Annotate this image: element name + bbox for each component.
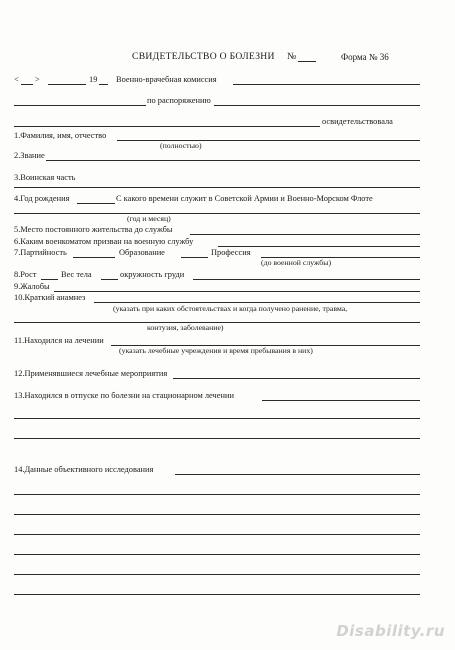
field-14-line-6 [14, 574, 420, 575]
field-11-label: 11.Находился на лечении [14, 336, 104, 345]
field-14-line-5 [14, 554, 420, 555]
number-sign: № [287, 51, 297, 62]
field-8-label: 8.Рост [14, 270, 37, 279]
field-12-label: 12.Применявшиеся лечебные мероприятия [14, 369, 168, 378]
field-10-label: 10.Краткий анамнез [14, 293, 86, 302]
field-8-chest-line [193, 279, 420, 280]
field-4-line [14, 213, 420, 214]
field-12-line [173, 378, 420, 379]
field-14-label: 14.Данные объективного исследования [14, 465, 154, 474]
watermark: Disability.ru [336, 622, 445, 640]
certified-label: освидетельствовала [322, 117, 393, 126]
field-9-label: 9.Жалобы [14, 282, 50, 291]
field-14-line [175, 474, 420, 475]
field-14-line-7 [14, 594, 420, 595]
field-7-label: 7.Партийность [14, 248, 67, 257]
commission-line [233, 84, 420, 85]
date-open: < [14, 75, 19, 84]
field-11-hint: (указать лечебные учреждения и время пребывания в них) [119, 346, 313, 355]
number-line [298, 61, 316, 62]
field-2-label: 2.Звание [14, 151, 45, 160]
order-line-right [214, 105, 420, 106]
order-line-left [14, 105, 146, 106]
field-3-line [14, 187, 420, 188]
field-8-weight-label: Вес тела [61, 270, 92, 279]
document-title: СВИДЕТЕЛЬСТВО О БОЛЕЗНИ [132, 51, 275, 62]
field-7-education-label: Образование [119, 248, 165, 257]
field-5-label: 5.Место постоянного жительства до службы [14, 225, 173, 234]
field-6-line [218, 246, 420, 247]
field-4-year-line [77, 203, 115, 204]
date-close: > [35, 75, 40, 84]
certified-line [14, 126, 320, 127]
field-13-line-2 [14, 418, 420, 419]
field-10-hint-2: контузия, заболевание) [147, 323, 224, 332]
field-7-education-line [181, 257, 208, 258]
field-2-line [46, 160, 420, 161]
field-8-height-line [41, 279, 58, 280]
field-7-party-line [73, 257, 115, 258]
by-order-label: по распоряжению [147, 96, 211, 105]
field-4-label: 4.Год рождения [14, 194, 70, 203]
field-13-line-3 [14, 438, 420, 439]
commission-label: Военно-врачебная комиссия [116, 75, 217, 84]
field-8-chest-label: окружность груди [120, 270, 185, 279]
field-6-label: 6.Каким военкоматом призван на военную службу [14, 237, 194, 246]
field-4-hint: (год и месяц) [127, 214, 171, 223]
field-13-line [262, 400, 420, 401]
field-14-line-4 [14, 534, 420, 535]
field-3-label: 3.Воинская часть [14, 173, 76, 182]
year-line [99, 84, 108, 85]
field-1-label: 1.Фамилия, имя, отчество [14, 131, 107, 140]
day-line [21, 84, 33, 85]
year-prefix: 19 [89, 75, 98, 84]
field-1-hint: (полностью) [160, 141, 202, 150]
field-9-line [54, 291, 420, 292]
field-10-line [94, 302, 420, 303]
field-7-profession-label: Профессия [211, 248, 251, 257]
field-13-label: 13.Находился в отпуске по болезни на стационарном лечении [14, 391, 234, 400]
field-4-service-label: С какого времени служит в Советской Армии и Военно-Морском Флоте [116, 194, 373, 203]
month-line [48, 84, 86, 85]
field-14-line-2 [14, 494, 420, 495]
field-14-line-3 [14, 514, 420, 515]
field-7-hint: (до военной службы) [261, 258, 332, 267]
field-10-hint-1: (указать при каких обстоятельствах и когда получено ранение, травма, [113, 304, 348, 313]
field-5-line [190, 234, 420, 235]
field-8-weight-line [101, 279, 118, 280]
form-label: Форма № 36 [341, 52, 389, 62]
